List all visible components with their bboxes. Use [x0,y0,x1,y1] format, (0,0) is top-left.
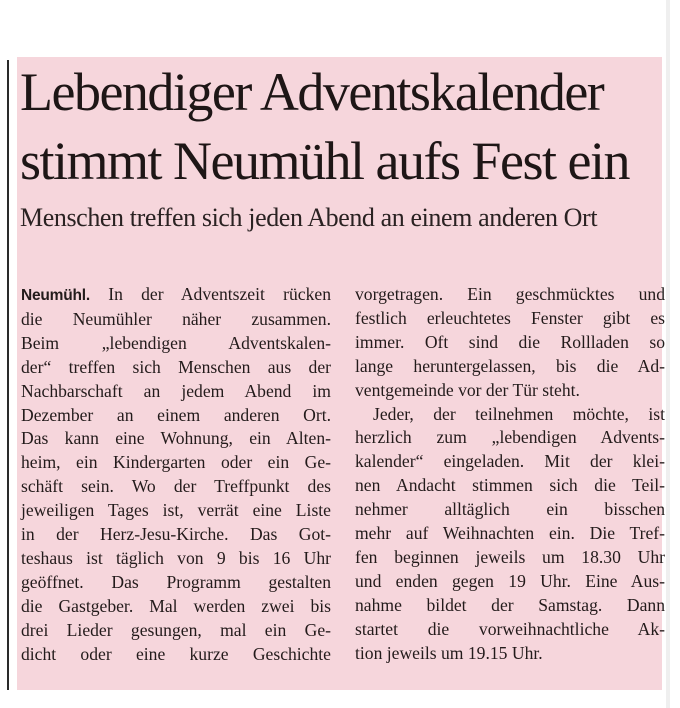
article-line: drei Lieder gesungen, mal ein Ge- [21,619,331,640]
article-line: Nachbarschaft an jedem Abend im [21,380,331,401]
article-line: geöffnet. Das Programm gestalten [21,571,331,592]
article-line: nahme bildet der Samstag. Dann [355,594,665,615]
article-line: und enden gegen 19 Uhr. Eine Aus- [355,570,665,591]
article-line-text: In der Adventszeit rücken [90,284,331,304]
article-line: die Neumühler näher zusammen. [21,308,331,329]
article-line: teshaus ist täglich von 9 bis 16 Uhr [21,547,331,568]
article-line: lange heruntergelassen, bis die Ad- [355,355,665,376]
headline-line-2: stimmt Neumühl aufs Fest ein [20,131,629,191]
article-line: Jeder, der teilnehmen möchte, ist [373,403,665,424]
scan-right-edge [666,0,670,708]
article-line: schäft sein. Wo der Treffpunkt des [21,476,331,497]
article-column-left [21,283,331,667]
article-line: der“ treffen sich Menschen aus der [21,356,331,377]
headline-line-1: Lebendiger Adventskalender [20,62,604,122]
article-line: immer. Oft sind die Rollladen so [355,331,665,352]
scan-edge-line [7,60,9,690]
article-line: Dezember an einem anderen Ort. [21,404,331,425]
article-line: heim, ein Kindergarten oder ein Ge- [21,452,331,473]
article-line: herzlich zum „lebendigen Advents- [355,427,665,448]
article-line: dicht oder eine kurze Geschichte [21,643,331,664]
article-column-right [355,283,665,666]
article-line [21,283,331,308]
article-line: in der Herz-Jesu-Kirche. Das Got- [21,524,331,545]
subheadline: Menschen treffen sich jeden Abend an einem anderen Ort [20,203,598,232]
article-line: vorgetragen. Ein geschmücktes und [355,284,665,304]
article-line: nen Andacht stimmen sich die Teil- [355,475,665,496]
article-line: festlich erleuchtetes Fenster gibt es [355,307,665,328]
article-line: jeweiligen Tages ist, verrät eine Liste [21,500,331,521]
dateline: Neumühl. [21,287,91,304]
article-line: kalender“ eingeladen. Mit der klei- [355,451,665,472]
article-line: ventgemeinde vor der Tür steht. [355,379,580,400]
article-line: die Gastgeber. Mal werden zwei bis [21,595,331,616]
article-line: nehmer alltäglich ein bisschen [355,499,665,520]
headline [20,58,660,196]
article-line: fen beginnen jeweils um 18.30 Uhr [355,546,665,567]
article-line: tion jeweils um 19.15 Uhr. [355,642,543,663]
article-line: startet die vorweihnachtliche Ak- [355,618,665,639]
article-line: mehr auf Weihnachten ein. Die Tref- [355,523,665,544]
article-line: Beim „lebendigen Adventskalen- [21,332,331,353]
article-line: Das kann eine Wohnung, ein Alten- [21,428,331,449]
